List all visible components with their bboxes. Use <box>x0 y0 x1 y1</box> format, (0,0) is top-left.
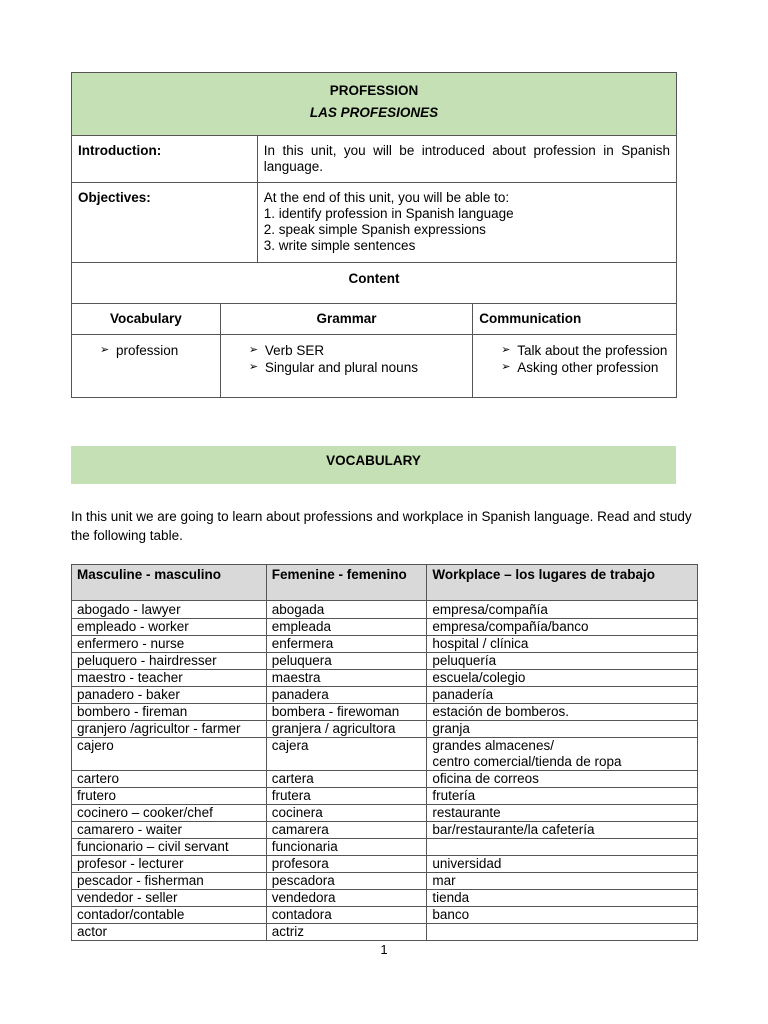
feminine-cell: camarera <box>266 822 427 839</box>
communication-column-header: Communication <box>473 304 677 335</box>
workplace-cell: oficina de correos <box>427 771 698 788</box>
table-row <box>72 839 698 856</box>
objectives-line: 2. speak simple Spanish expressions <box>263 222 486 237</box>
feminine-cell: pescadora <box>266 873 427 890</box>
objectives-line: 3. write simple sentences <box>263 238 416 253</box>
list-item: ➢ Talk about the profession <box>501 343 668 358</box>
arrow-bullet-icon: ➢ <box>248 361 259 373</box>
table-row <box>72 738 698 771</box>
feminine-cell: empleada <box>266 619 427 636</box>
vocabulary-table-body <box>72 601 698 941</box>
table-row <box>72 788 698 805</box>
feminine-cell: cartera <box>266 771 427 788</box>
workplace-cell: tienda <box>427 890 698 907</box>
masculine-cell: maestro - teacher <box>72 670 267 687</box>
feminine-column-header: Femenine - femenino <box>266 565 427 601</box>
communication-cell <box>473 335 677 398</box>
masculine-cell: contador/contable <box>72 907 267 924</box>
table-row <box>72 653 698 670</box>
masculine-cell: panadero - baker <box>72 687 267 704</box>
masculine-cell: cajero <box>72 738 267 771</box>
table-row <box>72 805 698 822</box>
feminine-cell: cocinera <box>266 805 427 822</box>
masculine-cell: cocinero – cooker/chef <box>72 805 267 822</box>
masculine-cell: abogado - lawyer <box>72 601 267 619</box>
vocabulary-table <box>71 564 698 941</box>
table-row <box>72 704 698 721</box>
workplace-column-header: Workplace – los lugares de trabajo <box>427 565 698 601</box>
vocabulary-cell <box>72 335 221 398</box>
feminine-cell: panadera <box>266 687 427 704</box>
feminine-cell: contadora <box>266 907 427 924</box>
masculine-cell: peluquero - hairdresser <box>72 653 267 670</box>
workplace-cell: estación de bomberos. <box>427 704 698 721</box>
page-number: 1 <box>380 942 388 957</box>
feminine-cell: funcionaria <box>266 839 427 856</box>
arrow-bullet-icon: ➢ <box>501 344 511 356</box>
workplace-cell <box>427 924 698 941</box>
table-row <box>72 670 698 687</box>
table-row <box>72 924 698 941</box>
list-item: ➢ Asking other profession <box>501 360 659 375</box>
table-row <box>72 721 698 738</box>
unit-subtitle: LAS PROFESIONES <box>309 105 439 120</box>
feminine-cell: frutera <box>266 788 427 805</box>
masculine-cell: pescador - fisherman <box>72 873 267 890</box>
objectives-line: 1. identify profession in Spanish language <box>263 206 514 221</box>
masculine-column-header: Masculine - masculino <box>72 565 267 601</box>
vocabulary-section-title: VOCABULARY <box>71 446 676 484</box>
feminine-cell: profesora <box>266 856 427 873</box>
arrow-bullet-icon: ➢ <box>248 344 259 356</box>
table-row <box>72 856 698 873</box>
masculine-cell: cartero <box>72 771 267 788</box>
feminine-cell: vendedora <box>266 890 427 907</box>
masculine-cell: camarero - waiter <box>72 822 267 839</box>
content-heading: Content <box>72 263 677 304</box>
workplace-cell: hospital / clínica <box>427 636 698 653</box>
workplace-cell: grandes almacenes/ centro comercial/tienda de ropa <box>427 738 698 771</box>
table-row <box>72 687 698 704</box>
objectives-line: At the end of this unit, you will be able to: <box>263 190 510 205</box>
table-row <box>72 619 698 636</box>
feminine-cell: actriz <box>266 924 427 941</box>
arrow-bullet-icon: ➢ <box>501 361 511 373</box>
masculine-cell: enfermero - nurse <box>72 636 267 653</box>
masculine-cell: frutero <box>72 788 267 805</box>
masculine-cell: funcionario – civil servant <box>72 839 267 856</box>
feminine-cell: maestra <box>266 670 427 687</box>
introduction-text: In this unit, you will be introduced about profession in Spanish language. <box>257 136 676 183</box>
list-item: ➢ Singular and plural nouns <box>248 360 418 375</box>
unit-overview-table <box>71 72 677 398</box>
list-item: ➢ profession <box>100 343 179 358</box>
workplace-cell: frutería <box>427 788 698 805</box>
feminine-cell: granjera / agricultora <box>266 721 427 738</box>
workplace-cell: bar/restaurante/la cafetería <box>427 822 698 839</box>
workplace-cell: empresa/compañía <box>427 601 698 619</box>
workplace-cell: granja <box>427 721 698 738</box>
feminine-cell: abogada <box>266 601 427 619</box>
masculine-cell: vendedor - seller <box>72 890 267 907</box>
grammar-cell <box>220 335 472 398</box>
unit-title: PROFESSION <box>329 83 419 98</box>
table-row <box>72 822 698 839</box>
workplace-cell: peluquería <box>427 653 698 670</box>
table-row <box>72 601 698 619</box>
feminine-cell: cajera <box>266 738 427 771</box>
vocabulary-intro: In this unit we are going to learn about professions and workplace in Spanish language. Read and study the following table. <box>71 509 692 543</box>
table-row <box>72 907 698 924</box>
masculine-cell: bombero - fireman <box>72 704 267 721</box>
list-item: ➢ Verb SER <box>248 343 325 358</box>
masculine-cell: profesor - lecturer <box>72 856 267 873</box>
introduction-label: Introduction: <box>72 136 258 183</box>
vocabulary-column-header: Vocabulary <box>72 304 221 335</box>
workplace-cell: mar <box>427 873 698 890</box>
workplace-cell <box>427 839 698 856</box>
feminine-cell: peluquera <box>266 653 427 670</box>
table-row <box>72 873 698 890</box>
table-row <box>72 890 698 907</box>
grammar-column-header: Grammar <box>220 304 472 335</box>
workplace-cell: banco <box>427 907 698 924</box>
arrow-bullet-icon: ➢ <box>100 344 110 356</box>
workplace-cell: escuela/colegio <box>427 670 698 687</box>
workplace-cell: panadería <box>427 687 698 704</box>
masculine-cell: granjero /agricultor - farmer <box>72 721 267 738</box>
workplace-cell: restaurante <box>427 805 698 822</box>
feminine-cell: bombera - firewoman <box>266 704 427 721</box>
unit-header <box>72 73 677 136</box>
feminine-cell: enfermera <box>266 636 427 653</box>
table-row <box>72 636 698 653</box>
table-row <box>72 771 698 788</box>
workplace-cell: empresa/compañía/banco <box>427 619 698 636</box>
masculine-cell: empleado - worker <box>72 619 267 636</box>
workplace-cell: universidad <box>427 856 698 873</box>
objectives-label: Objectives: <box>72 183 258 263</box>
objectives-list <box>257 183 676 263</box>
masculine-cell: actor <box>72 924 267 941</box>
